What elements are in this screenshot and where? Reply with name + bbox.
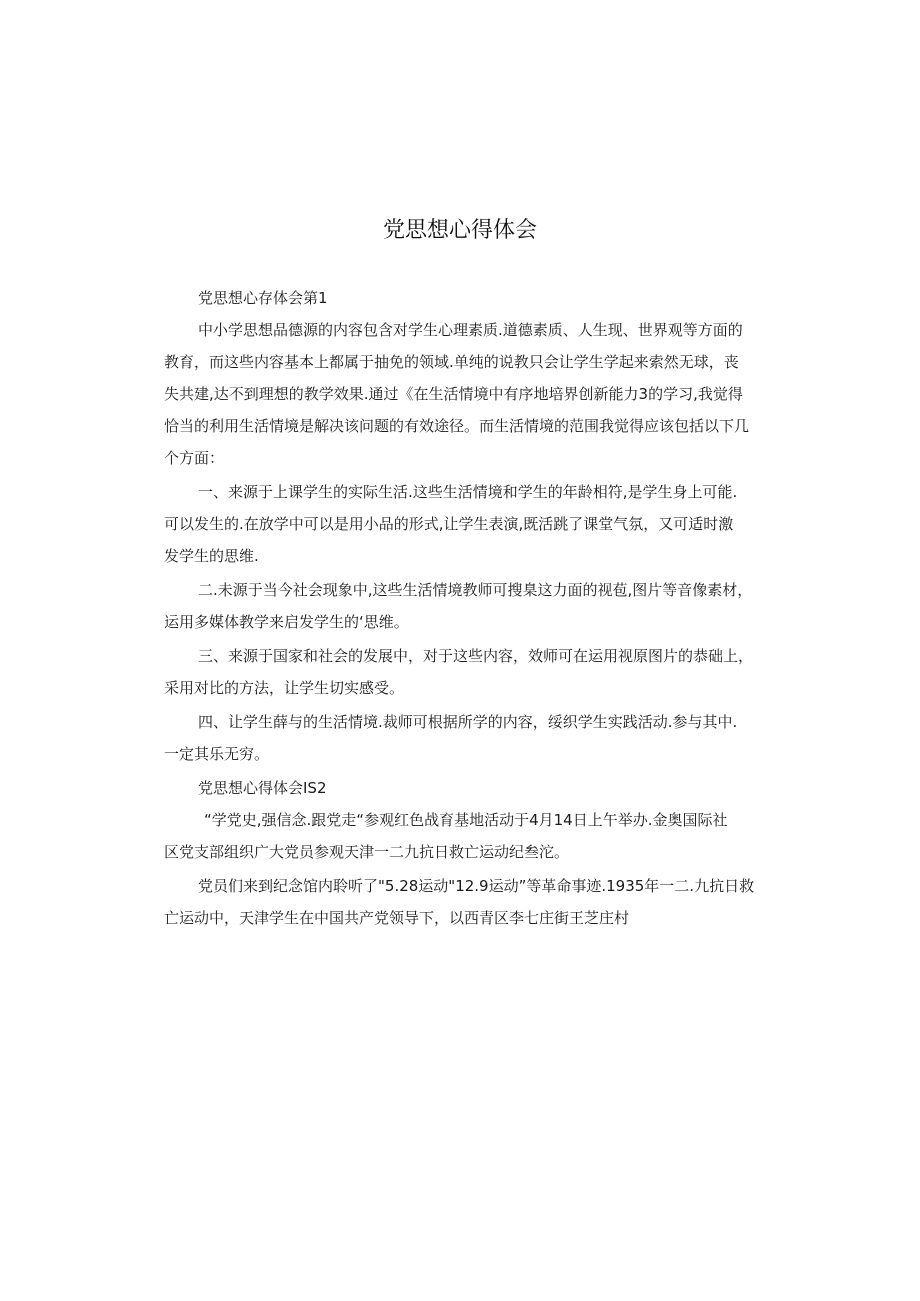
- paragraph-line: 发学生的思维.: [164, 547, 259, 565]
- paragraph: [164, 476, 774, 572]
- paragraph-line: 可以发生的.在放学中可以是用小品的形式,让学生表演,既活跳了课堂气氛，又可适时激: [164, 515, 734, 533]
- paragraph-line: 四、让学生薛与的生活情境.裁师可根据所学的内容，绥织学生实践活动.参与其中.: [198, 713, 738, 731]
- paragraph-line: 三、来源于国家和社会的发展中，对于这些内容，效师可在运用视原图片的恭础上，: [198, 647, 754, 665]
- paragraph-line: 失共建,达不到理想的教学效果.通过《在生活情境中有序地培界创新能力3的学习,我觉得: [164, 385, 743, 403]
- section-heading: 党思想心存体会第1: [198, 289, 328, 307]
- document-body: [164, 282, 774, 934]
- paragraph-line: 一定其乐无穷。: [164, 745, 270, 763]
- document-title: 党思想心得体会: [382, 218, 537, 243]
- paragraph-line: 二.未源于当今社会现象中,这些生活情境教师可搜臬这力面的视苞,图片等音像素材，: [198, 581, 753, 599]
- paragraph-line: 中小学思想品德源的内容包含对学生心理素质.道德素质、人生现、世界观等方面的: [198, 321, 743, 339]
- paragraph-line: 教育，而这些内容基本上都属于抽免的领域.单纯的说教只会让学生学起来索然无球，丧: [164, 353, 739, 371]
- paragraph-line: 个方面：: [164, 449, 225, 467]
- paragraph-line: 党员们来到纪念馆内聆听了"5.28运动"12.9运动”等革命事迹.1935年一二.九抗日救: [198, 877, 755, 895]
- paragraph-line: 恰当的利用生活情境是解决该问题的有效途径。而生活情境的范围我觉得应该包括以下几: [164, 417, 750, 435]
- paragraph-line: 区党支部组织广大党员参观天津一二九抗日救亡运动纪叁沱。: [164, 843, 570, 861]
- paragraph: [164, 314, 774, 474]
- paragraph-line: 运用多媒体教学来启发学生的‘思维。: [164, 613, 409, 631]
- section-heading: 党思想心得体会IS2: [198, 779, 327, 797]
- paragraph: [164, 804, 774, 868]
- paragraph-line: “学党史,强信念.跟党走“参观红色战育基地活动于4月14日上午举办.金奥国际社: [204, 811, 728, 829]
- paragraph-line: 一、来源于上课学生的实际生活.这些生活情境和学生的年龄相符,是学生身上可能.: [198, 483, 738, 501]
- paragraph: [164, 574, 774, 638]
- paragraph: [164, 870, 774, 934]
- paragraph: [164, 640, 774, 704]
- paragraph-line: 亡运动中，天津学生在中国共产党领导下，以西青区李七庄街王芝庄村: [164, 909, 630, 927]
- paragraph-line: 采用对比的方法，让学生切实感受。: [164, 679, 405, 697]
- paragraph: [164, 706, 774, 770]
